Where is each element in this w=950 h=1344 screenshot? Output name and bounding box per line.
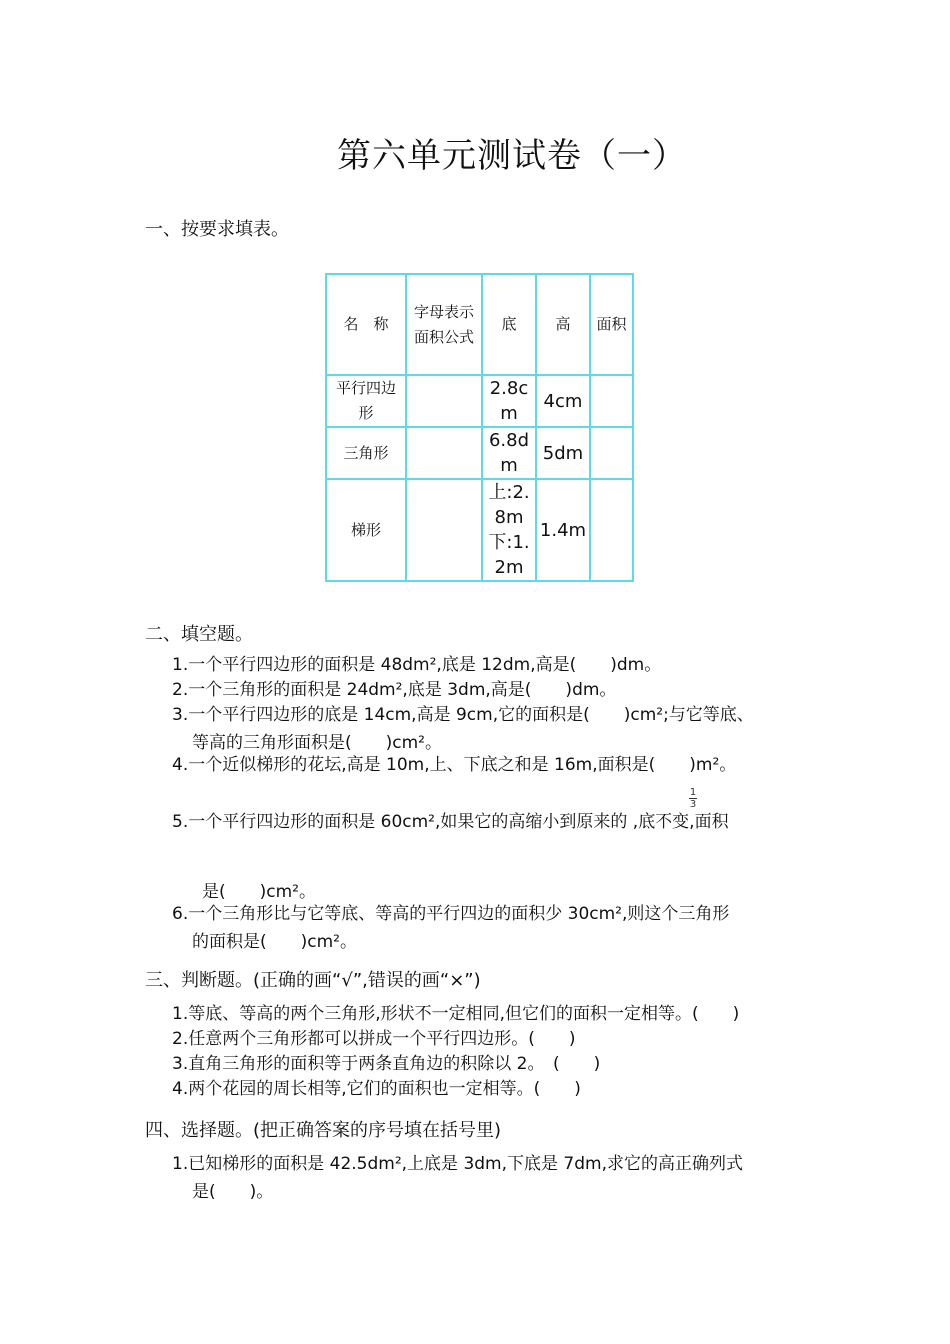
question-item: 4.一个近似梯形的花坛,高是 10m,上、下底之和是 16m,面积是( )m²。 xyxy=(172,755,737,775)
choice-item-continued: 是( )。 xyxy=(192,1182,274,1202)
section-2-heading: 二、填空题。 xyxy=(145,624,253,645)
question-item: 2.一个三角形的面积是 24dm²,底是 3dm,高是( )dm。 xyxy=(172,680,617,700)
row-formula-cell[interactable] xyxy=(406,375,482,427)
fraction-denominator: 3 xyxy=(689,799,697,810)
fraction-one-third xyxy=(689,787,697,810)
section-1-heading: 一、按要求填表。 xyxy=(145,219,289,240)
judgment-item: 4.两个花园的周长相等,它们的面积也一定相等。( ) xyxy=(172,1079,581,1099)
row-area-cell[interactable] xyxy=(590,375,633,427)
row-name: 平行四边形 xyxy=(326,375,406,427)
row-area-cell[interactable] xyxy=(590,479,633,581)
judgment-item: 1.等底、等高的两个三角形,形状不一定相同,但它们的面积一定相等。( ) xyxy=(172,1004,740,1024)
row-height: 4cm xyxy=(536,375,590,427)
row-name: 梯形 xyxy=(326,479,406,581)
judgment-item: 3.直角三角形的面积等于两条直角边的积除以 2。 ( ) xyxy=(172,1054,601,1074)
page-title: 第六单元测试卷（一） xyxy=(337,136,687,176)
row-area-cell[interactable] xyxy=(590,427,633,479)
question-item-continued: 是( )cm²。 xyxy=(202,882,316,902)
choice-item: 1.已知梯形的面积是 42.5dm²,上底是 3dm,下底是 7dm,求它的高正确列式 xyxy=(172,1154,743,1174)
question-item: 1.一个平行四边形的面积是 48dm²,底是 12dm,高是( )dm。 xyxy=(172,655,662,675)
fill-table xyxy=(325,273,634,582)
question-item-continued: 的面积是( )cm²。 xyxy=(192,932,357,952)
question-item-continued: 等高的三角形面积是( )cm²。 xyxy=(192,733,442,753)
row-base: 上:2.8m下:1.2m xyxy=(482,479,536,581)
row-height: 5dm xyxy=(536,427,590,479)
row-height: 1.4m xyxy=(536,479,590,581)
row-base: 2.8cm xyxy=(482,375,536,427)
judgment-item: 2.任意两个三角形都可以拼成一个平行四边形。( ) xyxy=(172,1029,576,1049)
row-formula-cell[interactable] xyxy=(406,479,482,581)
header-area: 面积 xyxy=(590,274,633,375)
row-base: 6.8dm xyxy=(482,427,536,479)
question-item: 5.一个平行四边形的面积是 60cm²,如果它的高缩小到原来的 ,底不变,面积 xyxy=(172,812,729,832)
header-name: 名 称 xyxy=(326,274,406,375)
header-formula: 字母表示面积公式 xyxy=(406,274,482,375)
row-formula-cell[interactable] xyxy=(406,427,482,479)
fraction-numerator: 1 xyxy=(689,787,697,798)
question-item: 3.一个平行四边形的底是 14cm,高是 9cm,它的面积是( )cm²;与它等底、 xyxy=(172,705,754,725)
section-3-heading: 三、判断题。(正确的画“√”,错误的画“×”) xyxy=(145,970,481,991)
header-height: 高 xyxy=(536,274,590,375)
header-base: 底 xyxy=(482,274,536,375)
row-name: 三角形 xyxy=(326,427,406,479)
section-4-heading: 四、选择题。(把正确答案的序号填在括号里) xyxy=(145,1120,502,1141)
question-item: 6.一个三角形比与它等底、等高的平行四边的面积少 30cm²,则这个三角形 xyxy=(172,904,730,924)
